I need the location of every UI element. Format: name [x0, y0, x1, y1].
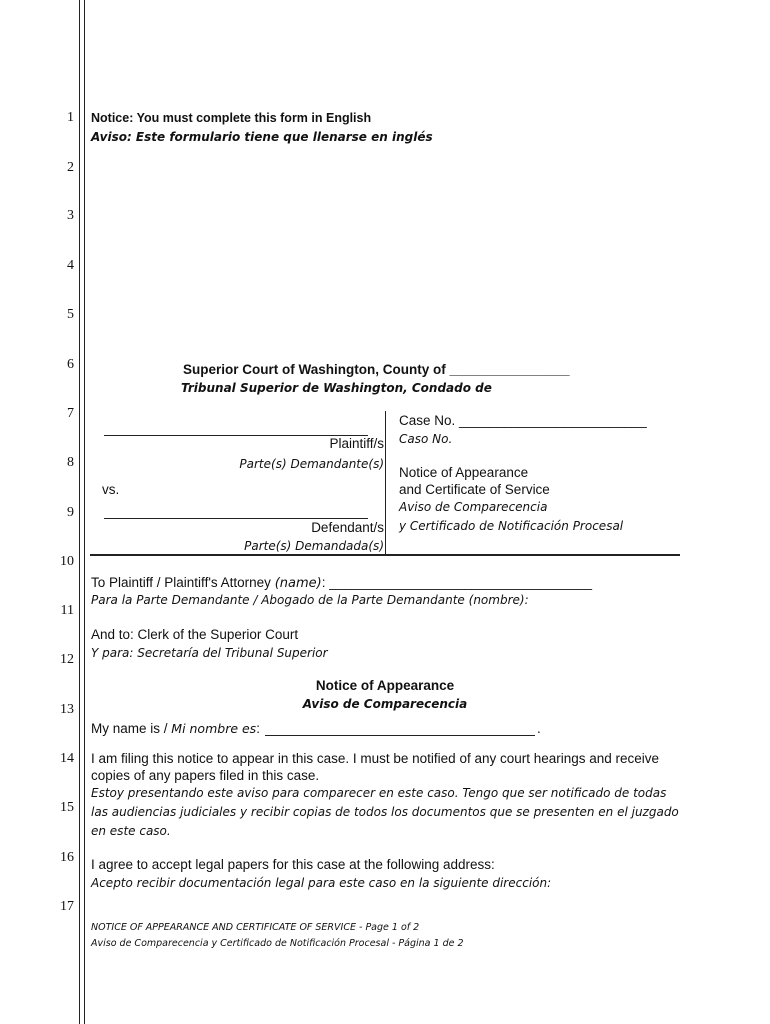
court-heading: Superior Court of Washington, County of ________________ — [183, 362, 570, 377]
filing-statement-spanish-line-2: las audiencias judiciales y recibir copias de todos los documentos que se presenten en el juzgado — [91, 805, 679, 819]
line-number: 13 — [60, 702, 74, 717]
defendant-label: Defendant/s — [311, 520, 384, 535]
filing-statement-spanish-line-1: Estoy presentando este aviso para comparecer en este caso. Tengo que ser notificado de todas — [91, 786, 667, 800]
line-number: 5 — [67, 307, 74, 322]
caption-divider — [385, 411, 386, 556]
line-number: 15 — [60, 800, 74, 815]
line-number: 6 — [67, 357, 74, 372]
filing-statement-spanish-line-3: en este caso. — [91, 824, 171, 838]
defendant-name-field[interactable] — [104, 518, 368, 519]
form-title-spanish-line-1: Aviso de Comparecencia — [399, 500, 548, 514]
line-number: 12 — [60, 652, 74, 667]
footer-spanish: Aviso de Comparecencia y Certificado de Notificación Procesal - Página 1 de 2 — [91, 938, 464, 949]
line-number: 8 — [67, 455, 74, 470]
caption-bottom-rule — [90, 554, 680, 556]
notice-english: Notice: You must complete this form in English — [91, 111, 372, 125]
plaintiff-label-spanish: Parte(s) Demandante(s) — [239, 457, 384, 471]
line-number: 17 — [60, 899, 74, 914]
to-plaintiff-line[interactable] — [91, 575, 592, 591]
line-number: 14 — [60, 751, 74, 766]
filing-statement-line-2: copies of any papers filed in this case. — [91, 768, 320, 783]
section-heading-spanish: Aviso de Comparecencia — [302, 697, 468, 711]
vs-label: vs. — [102, 482, 120, 497]
line-number: 2 — [67, 160, 74, 175]
line-number: 11 — [60, 603, 74, 618]
notice-spanish: Aviso: Este formulario tiene que llenarse en inglés — [91, 130, 433, 144]
left-margin-rule-1 — [79, 0, 80, 1024]
form-title-spanish-line-2: y Certificado de Notificación Procesal — [399, 519, 624, 533]
my-name-period: . — [537, 721, 541, 736]
address-statement-spanish: Acepto recibir documentación legal para este caso en la siguiente dirección: — [91, 876, 552, 890]
plaintiff-label: Plaintiff/s — [329, 436, 384, 451]
to-plaintiff-name-hint: (name) — [274, 576, 322, 591]
my-name-line: My name is / Mi nombre es: — [91, 721, 260, 736]
court-heading-spanish: Tribunal Superior de Washington, Condado de — [181, 381, 492, 395]
line-number: 10 — [60, 554, 74, 569]
my-name-label-spanish: Mi nombre es — [171, 721, 257, 736]
plaintiff-name-field[interactable] — [104, 435, 368, 436]
to-clerk-spanish: Y para: Secretaría del Tribunal Superior — [91, 646, 328, 660]
left-margin-rule-2 — [84, 0, 85, 1024]
line-number: 7 — [67, 406, 74, 421]
form-title-line-2: and Certificate of Service — [399, 482, 550, 497]
line-number: 9 — [67, 505, 74, 520]
my-name-field[interactable] — [265, 735, 535, 736]
filing-statement-line-1: I am filing this notice to appear in this case. I must be notified of any court hearings and receive — [91, 751, 660, 766]
line-number: 4 — [67, 258, 74, 273]
form-title-line-1: Notice of Appearance — [399, 465, 529, 480]
to-clerk: And to: Clerk of the Superior Court — [91, 627, 299, 642]
to-plaintiff-prefix: To Plaintiff / Plaintiff's Attorney — [91, 575, 275, 590]
to-plaintiff-blank[interactable]: : ___________________________________ — [321, 575, 592, 590]
case-number-field[interactable]: Case No. _________________________ — [399, 413, 647, 428]
footer-english: NOTICE OF APPEARANCE AND CERTIFICATE OF SERVICE - Page 1 of 2 — [91, 922, 420, 933]
line-number: 1 — [67, 110, 74, 125]
line-number: 16 — [60, 850, 74, 865]
defendant-label-spanish: Parte(s) Demandada(s) — [244, 539, 384, 553]
address-statement: I agree to accept legal papers for this case at the following address: — [91, 857, 495, 872]
to-plaintiff-spanish: Para la Parte Demandante / Abogado de la Parte Demandante (nombre): — [91, 593, 529, 607]
section-heading: Notice of Appearance — [315, 678, 455, 693]
case-number-label-spanish: Caso No. — [399, 432, 453, 446]
my-name-label: My name is / — [91, 721, 172, 736]
line-number: 3 — [67, 208, 74, 223]
